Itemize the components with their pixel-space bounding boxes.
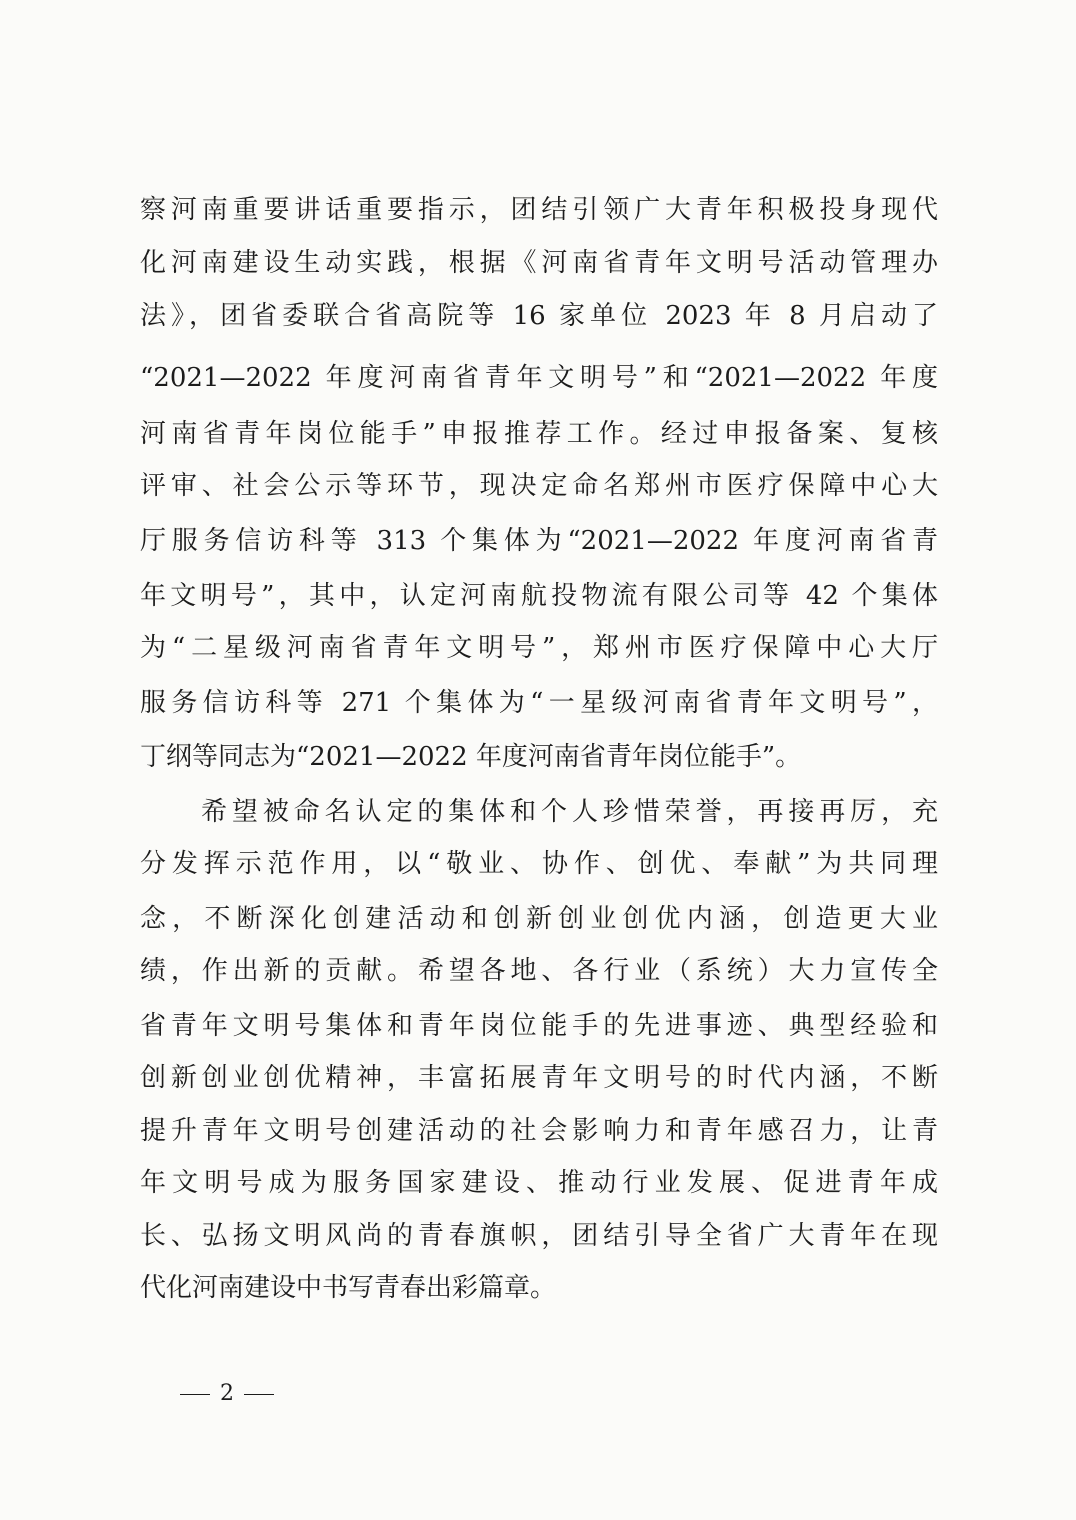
page-number-value: 2 xyxy=(220,1381,234,1406)
paragraph-1-line-5: 河南省青年岗位能手”申报推荐工作。经过申报备案、复核 xyxy=(140,419,938,449)
paragraph-2-line-7: 提升青年文明号创建活动的社会影响力和青年感召力，让青 xyxy=(140,1116,938,1146)
paragraph-1-line-3: 法》，团省委联合省高院等 16 家单位 2023 年 8 月启动了 xyxy=(140,301,938,331)
paragraph-2-line-4: 绩，作出新的贡献。希望各地、各行业（系统）大力宣传全 xyxy=(140,956,938,986)
paragraph-1-line-7: 厅服务信访科等 313 个集体为“2021—2022 年度河南省青 xyxy=(140,526,938,556)
paragraph-1-line-8: 年文明号”，其中，认定河南航投物流有限公司等 42 个集体 xyxy=(140,581,938,611)
paragraph-2-line-3: 念，不断深化创建活动和创新创业创优内涵，创造更大业 xyxy=(140,904,938,934)
paragraph-2-line-1: 希望被命名认定的集体和个人珍惜荣誉，再接再厉，充 xyxy=(201,797,938,827)
paragraph-2-line-6: 创新创业创优精神，丰富拓展青年文明号的时代内涵，不断 xyxy=(140,1063,938,1093)
page-number-right-dash xyxy=(244,1394,274,1395)
paragraph-2-line-8: 年文明号成为服务国家建设、推动行业发展、促进青年成 xyxy=(140,1168,938,1198)
paragraph-1-line-4: “2021—2022 年度河南省青年文明号”和“2021—2022 年度 xyxy=(140,363,938,393)
page-number xyxy=(170,1376,284,1412)
paragraph-2-line-5: 省青年文明号集体和青年岗位能手的先进事迹、典型经验和 xyxy=(140,1011,938,1041)
paragraph-2-line-2: 分发挥示范作用，以“敬业、协作、创优、奉献”为共同理 xyxy=(140,849,938,879)
page-number-left-dash xyxy=(180,1394,210,1395)
paragraph-1-line-1: 察河南重要讲话重要指示，团结引领广大青年积极投身现代 xyxy=(140,195,938,225)
paragraph-1-line-11: 丁纲等同志为“2021—2022 年度河南省青年岗位能手”。 xyxy=(140,742,802,772)
paragraph-1-line-6: 评审、社会公示等环节，现决定命名郑州市医疗保障中心大 xyxy=(140,471,938,501)
paragraph-2-line-10: 代化河南建设中书写青春出彩篇章。 xyxy=(140,1273,557,1303)
paragraph-1-line-2: 化河南建设生动实践，根据《河南省青年文明号活动管理办 xyxy=(140,248,938,278)
paragraph-1-line-9: 为“二星级河南省青年文明号”，郑州市医疗保障中心大厅 xyxy=(140,633,938,663)
paragraph-2-line-9: 长、弘扬文明风尚的青春旗帜，团结引导全省广大青年在现 xyxy=(140,1221,938,1251)
paragraph-1-line-10: 服务信访科等 271 个集体为“一星级河南省青年文明号”， xyxy=(140,688,938,718)
